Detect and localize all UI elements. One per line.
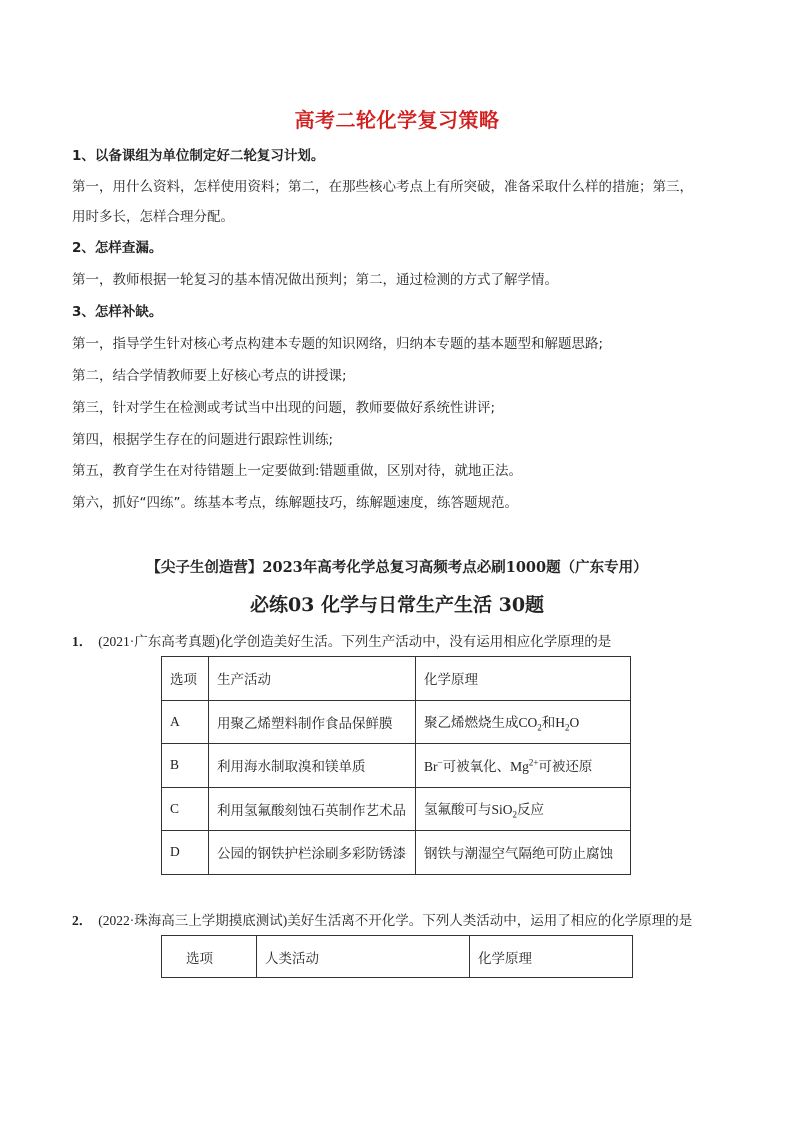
principle-cell: 钢铁与潮湿空气隔绝可防止腐蚀 (416, 831, 631, 875)
question-stem: 化学创造美好生活。下列生产活动中，没有运用相应化学原理的是 (219, 634, 612, 650)
heading-plan: 1、以备课组为单位制定好二轮复习计划。 (72, 148, 325, 164)
heading-fill: 3、怎样补缺。 (72, 304, 163, 320)
option-label: B (162, 744, 209, 788)
question-number: 1． (72, 634, 93, 649)
formula-h2o: $H_2O$ (555, 714, 580, 733)
formula-co2: $CO_2$ (518, 714, 542, 733)
formula-mg-ion: $Mg^{2+}$ (510, 757, 539, 775)
options-table-1 (161, 656, 631, 875)
paragraph-line: 第四，根据学生存在的问题进行跟踪性训练; (72, 432, 334, 448)
principle-text: 反应 (517, 801, 545, 818)
option-label: C (162, 787, 209, 831)
question-number: 2． (72, 913, 93, 928)
principle-cell (416, 787, 631, 831)
doc-title: 高考二轮化学复习策略 (294, 108, 500, 132)
question-2 (72, 911, 692, 931)
paragraph-line: 第一，指导学生针对核心考点构建本专题的知识网络，归纳本专题的基本题型和解题思路; (72, 336, 604, 352)
header-cell: 化学原理 (470, 936, 633, 978)
option-label: A (162, 700, 209, 744)
header-cell: 选项 (162, 657, 209, 701)
section-title: 必练03 化学与日常生产生活 30题 (249, 594, 545, 616)
header-cell: 化学原理 (416, 657, 631, 701)
activity-cell: 用聚乙烯塑料制作食品保鲜膜 (209, 700, 416, 744)
table-header-row (162, 936, 633, 978)
table-row (162, 700, 631, 744)
paragraph-line: 第三，针对学生在检测或考试当中出现的问题，教师要做好系统性讲评; (72, 400, 496, 416)
principle-text: 可被还原 (538, 759, 593, 776)
paragraph-line: 用时多长，怎样合理分配。 (72, 209, 234, 225)
options-table-2 (161, 935, 633, 978)
header-cell: 生产活动 (209, 657, 416, 701)
table-row (162, 831, 631, 875)
principle-cell (416, 700, 631, 744)
heading-check: 2、怎样查漏。 (72, 240, 163, 256)
question-source: (2022·珠海高三上学期摸底测试) (98, 913, 288, 928)
table-header-row (162, 657, 631, 701)
paragraph-line: 第二，结合学情教师要上好核心考点的讲授课; (72, 368, 347, 384)
paragraph-line: 第六，抓好“四练”。练基本考点，练解题技巧，练解题速度，练答题规范。 (72, 495, 518, 511)
activity-cell: 公园的钢铁护栏涂刷多彩防锈漆 (209, 831, 416, 875)
principle-text: 氢氟酸可与 (424, 801, 492, 818)
header-cell: 人类活动 (257, 936, 470, 978)
principle-text: 可被氧化、 (442, 759, 511, 776)
table-row (162, 787, 631, 831)
header-cell: 选项 (162, 936, 257, 978)
series-heading: 【尖子生创造营】2023年高考化学总复习高频考点必刷1000题（广东专用） (146, 559, 648, 576)
formula-br-ion: Br− (424, 757, 443, 775)
activity-cell: 利用海水制取溴和镁单质 (209, 744, 416, 788)
question-1 (72, 632, 611, 652)
paragraph-line: 第五，教育学生在对待错题上一定要做到:错题重做，区别对待，就地正法。 (72, 463, 523, 479)
principle-text: 聚乙烯燃烧生成 (424, 714, 519, 731)
question-source: (2021·广东高考真题) (98, 634, 220, 649)
principle-cell (416, 744, 631, 788)
option-label: D (162, 831, 209, 875)
principle-text: 和 (541, 714, 556, 731)
question-stem: 美好生活离不开化学。下列人类活动中，运用了相应的化学原理的是 (287, 913, 693, 929)
table-row (162, 744, 631, 788)
paragraph-line: 第一，用什么资料，怎样使用资料；第二，在那些核心考点上有所突破，准备采取什么样的措施；第三， (72, 179, 693, 195)
paragraph-line: 第一，教师根据一轮复习的基本情况做出预判；第二，通过检测的方式了解学情。 (72, 272, 558, 288)
formula-sio2: SiO$_2$ (491, 801, 518, 820)
activity-cell: 利用氢氟酸刻蚀石英制作艺术品 (209, 787, 416, 831)
